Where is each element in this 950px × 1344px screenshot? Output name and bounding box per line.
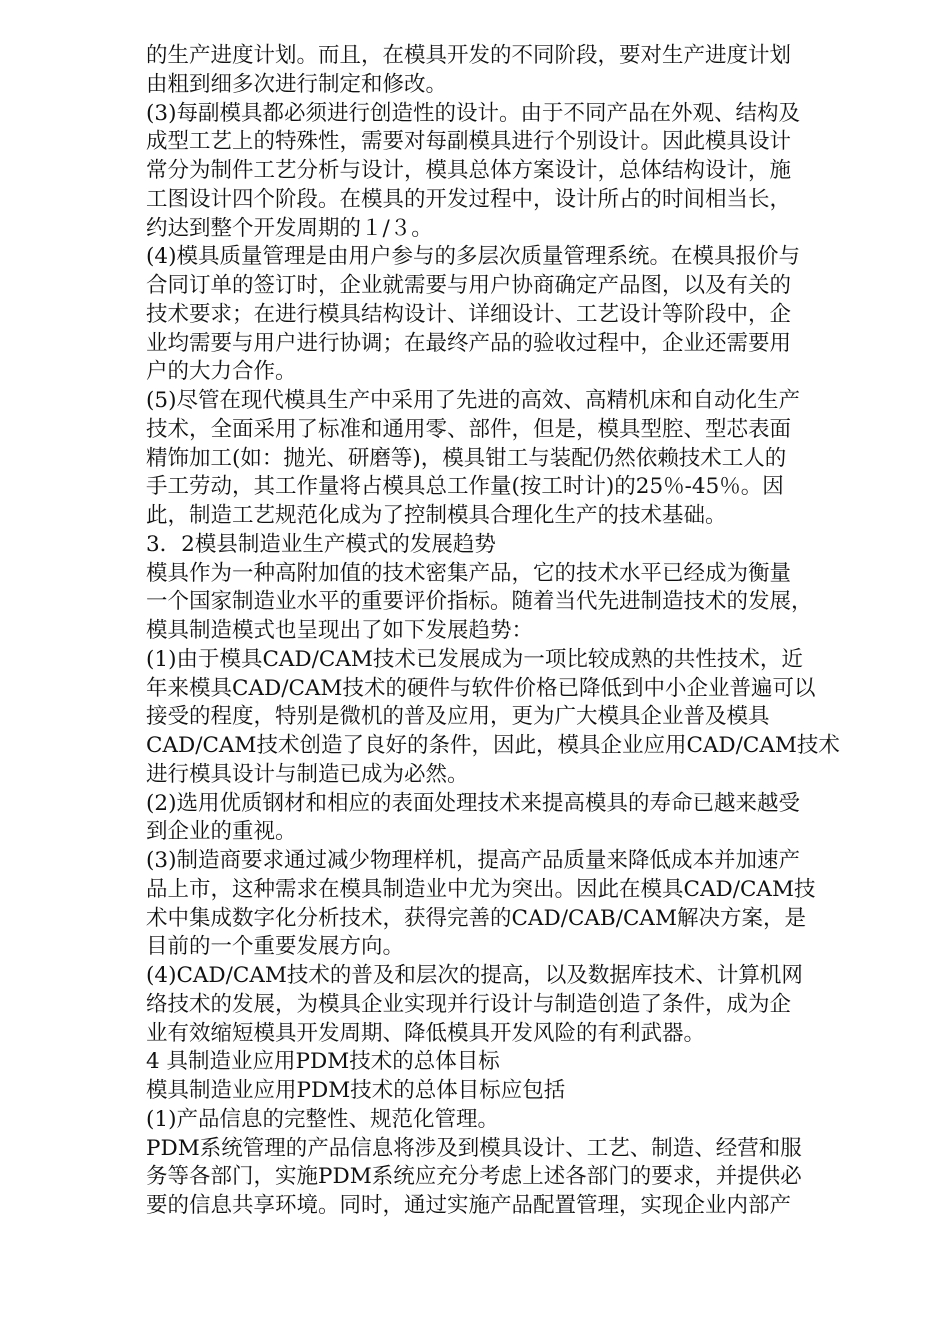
text-line: 业均需要与用户进行协调；在最终产品的验收过程中，企业还需要用 — [146, 330, 792, 356]
text-line: CAD/CAM技术创造了良好的条件，因此，模具企业应用CAD/CAM技术 — [146, 733, 840, 758]
text-line: 的生产进度计划。而且，在模具开发的不同阶段，要对生产进度计划 — [146, 43, 792, 68]
text-line: 络技术的发展，为模具企业实现并行设计与制造创造了条件，成为企 — [146, 991, 792, 1017]
text-line: 术中集成数字化分析技术，获得完善的CAD/CAB/CAM解决方案，是 — [146, 905, 806, 931]
text-line: 由粗到细多次进行制定和修改。 — [146, 71, 448, 97]
text-line: (4)模具质量管理是由用户参与的多层次质量管理系统。在模具报价与 — [146, 244, 800, 270]
text-line: 模具制造模式也呈现出了如下发展趋势： — [146, 618, 534, 643]
text-line: 手工劳动，其工作量将占模具总工作量(按工时计)的25％-45％。因 — [146, 474, 784, 500]
text-line: 模具作为一种高附加值的技术密集产品，它的技术水平已经成为衡量 — [146, 560, 792, 586]
text-line: 业有效缩短模具开发周期、降低模具开发风险的有利武器。 — [146, 1020, 706, 1046]
text-line: 户的大力合作。 — [146, 359, 297, 385]
text-line: 模具制造业应用PDM技术的总体目标应包括 — [146, 1078, 566, 1103]
text-line: 目前的一个重要发展方向。 — [146, 934, 405, 960]
text-line: 工图设计四个阶段。在模具的开发过程中，设计所占的时间相当长， — [146, 186, 792, 212]
text-line: 精饰加工(如：抛光、研磨等)，模具钳工与装配仍然依赖技术工人的 — [146, 445, 787, 471]
text-line: (1)由于模具CAD/CAM技术已发展成为一项比较成熟的共性技术，近 — [146, 646, 803, 672]
text-line: 一个国家制造业水平的重要评价指标。随着当代先进制造技术的发展， — [146, 589, 813, 615]
text-line: 年来模具CAD/CAM技术的硬件与软件价格已降低到中小企业普遍可以 — [146, 675, 816, 701]
text-line: (4)CAD/CAM技术的普及和层次的提高，以及数据库技术、计算机网 — [146, 963, 803, 988]
text-line: 技术，全面采用了标准和通用零、部件，但是，模具型腔、型芯表面 — [146, 416, 792, 442]
text-line: 接受的程度，特别是微机的普及应用，更为广大模具企业普及模具 — [146, 704, 770, 730]
text-line: (3)制造商要求通过减少物理样机，提高产品质量来降低成本并加速产 — [146, 848, 800, 873]
text-line: (3)每副模具都必须进行创造性的设计。由于不同产品在外观、结构及 — [146, 100, 800, 126]
text-line: 常分为制件工艺分析与设计，模具总体方案设计，总体结构设计，施 — [146, 158, 792, 183]
text-line: 要的信息共享环境。同时，通过实施产品配置管理，实现企业内部产 — [146, 1193, 792, 1218]
document-body — [146, 42, 876, 1221]
text-line: 此，制造工艺规范化成为了控制模具合理化生产的技术基础。 — [146, 503, 727, 528]
text-line: 技术要求；在进行模具结构设计、详细设计、工艺设计等阶段中，企 — [146, 301, 792, 327]
text-line: 合同订单的签订时，企业就需要与用户协商确定产品图，以及有关的 — [146, 273, 792, 298]
text-line: 成型工艺上的特殊性，需要对每副模具进行个别设计。因此模具设计 — [146, 129, 792, 155]
text-line: 进行模具设计与制造已成为必然。 — [146, 761, 469, 787]
section-heading: 4 具制造业应用PDM技术的总体目标 — [146, 1049, 500, 1075]
text-line: (2)选用优质钢材和相应的表面处理技术来提高模具的寿命已越来越受 — [146, 790, 800, 816]
text-line: PDM系统管理的产品信息将涉及到模具设计、工艺、制造、经营和服 — [146, 1135, 802, 1161]
text-line: 品上市，这种需求在模具制造业中尤为突出。因此在模具CAD/CAM技 — [146, 876, 816, 902]
text-line: (1)产品信息的完整性、规范化管理。 — [146, 1106, 499, 1132]
text-line: 约达到整个开发周期的１/３。 — [146, 215, 433, 241]
text-line: (5)尽管在现代模具生产中采用了先进的高效、高精机床和自动化生产 — [146, 388, 800, 413]
text-line: 务等各部门，实施PDM系统应充分考虑上述各部门的要求，并提供必 — [146, 1164, 802, 1190]
section-heading: 3．2模县制造业生产模式的发展趋势 — [146, 531, 496, 557]
text-line: 到企业的重视。 — [146, 819, 297, 845]
